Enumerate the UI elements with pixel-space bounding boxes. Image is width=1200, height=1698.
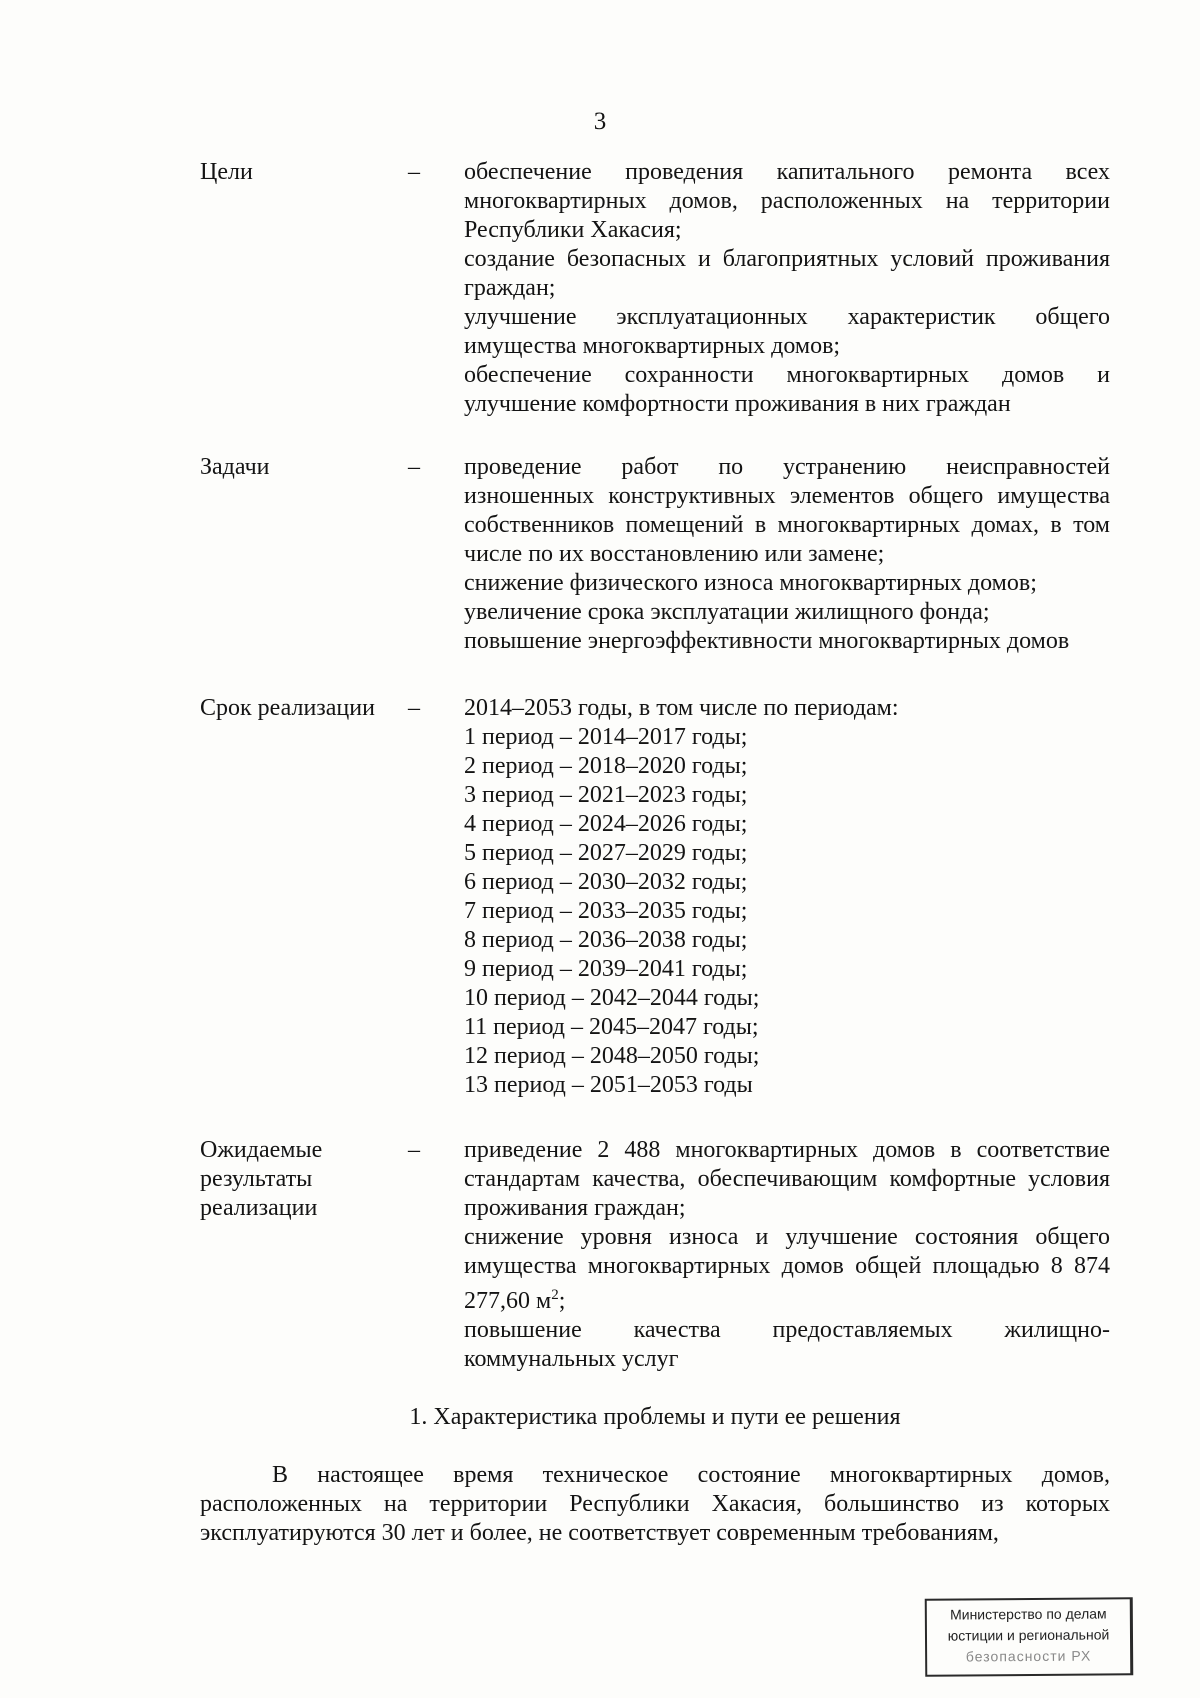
- goals-dash: –: [408, 159, 420, 185]
- term-label: Срок реализации: [200, 695, 375, 721]
- period-item: 2 период – 2018–2020 годы;: [464, 753, 748, 779]
- task-item: повышение энергоэффективности многоквартирных домов: [464, 628, 1070, 654]
- goal-item: обеспечение сохранности многоквартирных домов и улучшение комфортности проживания в них граждан: [464, 362, 1110, 417]
- stamp-line: юстиции и региональной: [947, 1626, 1110, 1644]
- period-item: 4 период – 2024–2026 годы;: [464, 811, 748, 837]
- result-item: повышение качества предоставляемых жилищно-коммунальных услуг: [464, 1317, 1110, 1372]
- results-dash: –: [408, 1137, 420, 1163]
- tasks-label: Задачи: [200, 454, 270, 480]
- term-row: [200, 694, 1110, 1100]
- period-item: 7 период – 2033–2035 годы;: [464, 898, 748, 924]
- goal-item: обеспечение проведения капитального ремонта всех многоквартирных домов, расположенных на территории Республики Хакасия;: [464, 159, 1110, 243]
- stamp-line: Министерство по делам: [950, 1605, 1107, 1623]
- goals-row: [200, 158, 1110, 419]
- page-number: 3: [593, 108, 607, 135]
- registration-stamp: [925, 1597, 1134, 1676]
- goals-label: Цели: [200, 159, 253, 185]
- task-item: проведение работ по устранению неисправностей изношенных конструктивных элементов общего имущества собственников помещений в многоквартирных домах, в том числе по их восстановлению или замене;: [464, 454, 1110, 567]
- results-label-line: результаты: [200, 1166, 313, 1192]
- period-item: 9 период – 2039–2041 годы;: [464, 956, 748, 982]
- period-item: 13 период – 2051–2053 годы: [464, 1072, 753, 1098]
- term-intro: 2014–2053 годы, в том числе по периодам:: [464, 695, 899, 721]
- goal-item: создание безопасных и благоприятных условий проживания граждан;: [464, 246, 1110, 301]
- goal-item: улучшение эксплуатационных характеристик общего имущества многоквартирных домов;: [464, 304, 1110, 359]
- period-item: 12 период – 2048–2050 годы;: [464, 1043, 760, 1069]
- goals-content: [464, 158, 1110, 419]
- results-label: [200, 1136, 400, 1223]
- program-passport: [200, 158, 1110, 1374]
- result-item-end: ;: [558, 1288, 566, 1314]
- task-item: увеличение срока эксплуатации жилищного фонда;: [464, 599, 990, 625]
- period-item: 8 период – 2036–2038 годы;: [464, 927, 748, 953]
- body-paragraph: В настоящее время техническое состояние многоквартирных домов, расположенных на территории Республики Хакасия, большинство из которых эксплуатируются 30 лет и более, не соответствует современным требованиям,: [200, 1462, 1110, 1546]
- tasks-dash: –: [408, 454, 420, 480]
- period-item: 11 период – 2045–2047 годы;: [464, 1014, 759, 1040]
- period-item: 1 период – 2014–2017 годы;: [464, 724, 748, 750]
- tasks-content: [464, 453, 1110, 656]
- result-item: приведение 2 488 многоквартирных домов в соответствие стандартам качества, обеспечивающим комфортные условия проживания граждан;: [464, 1137, 1110, 1221]
- results-label-line: Ожидаемые: [200, 1137, 323, 1163]
- results-row: [200, 1136, 1110, 1374]
- area-unit-superscript: 2: [551, 1287, 559, 1303]
- result-item: [464, 1223, 1110, 1316]
- term-content: [464, 694, 1110, 1100]
- task-item: снижение физического износа многоквартирных домов;: [464, 570, 1037, 596]
- section-heading: 1. Характеристика проблемы и пути ее решения: [409, 1404, 901, 1430]
- results-label-line: реализации: [200, 1195, 318, 1221]
- results-content: [464, 1136, 1110, 1374]
- stamp-line: безопасности РХ: [965, 1647, 1092, 1665]
- term-dash: –: [408, 695, 420, 721]
- result-item-text: снижение уровня износа и улучшение состояния общего имущества многоквартирных домов общей площадью 8 874 277,60 м: [464, 1224, 1110, 1314]
- period-item: 10 период – 2042–2044 годы;: [464, 985, 760, 1011]
- period-item: 6 период – 2030–2032 годы;: [464, 869, 748, 895]
- tasks-row: [200, 453, 1110, 656]
- period-item: 5 период – 2027–2029 годы;: [464, 840, 748, 866]
- period-item: 3 период – 2021–2023 годы;: [464, 782, 748, 808]
